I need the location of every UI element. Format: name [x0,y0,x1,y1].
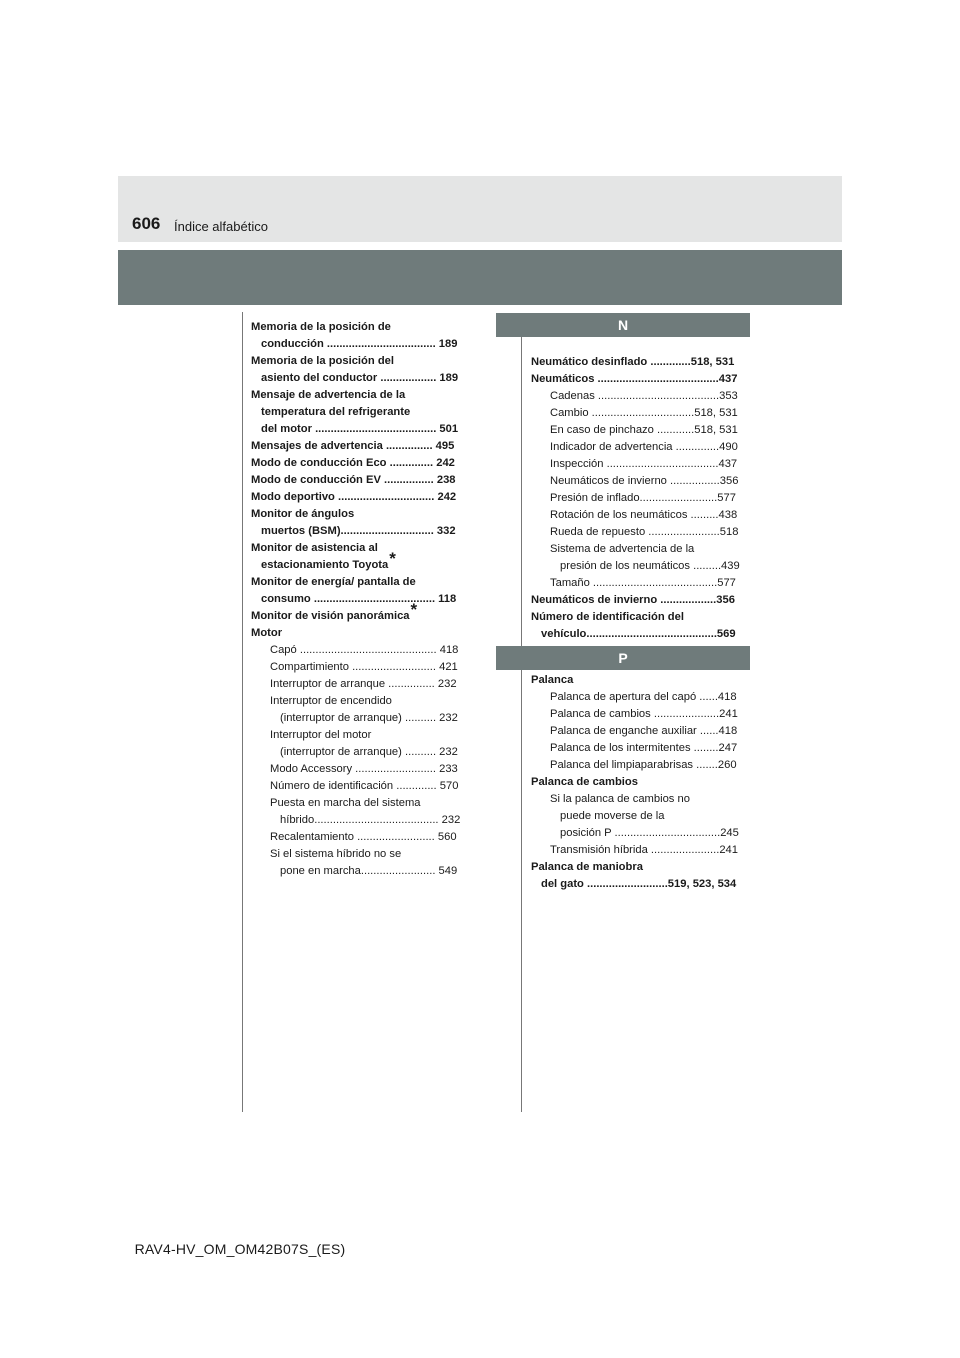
index-entry [531,490,751,507]
index-entry-text: vehículo..........................................569 [541,628,736,640]
index-entry-text: del motor ....................................... 501 [261,423,459,435]
index-entry [251,540,473,557]
index-entry [251,812,473,829]
index-entry-text: posición P ..................................245 [560,827,739,839]
index-entry-text: Palanca de cambios [531,776,638,788]
index-entry-text: Rueda de repuesto .......................518 [550,526,739,538]
index-entry [531,791,751,808]
index-entry-text: Mensaje de advertencia de la [251,389,406,401]
index-entry-text: Indicador de advertencia ..............490 [550,441,738,453]
index-entry-text: estacionamiento Toyota [261,559,389,571]
index-entry-text: Modo de conducción EV ................ 238 [251,474,456,486]
index-entry [531,825,751,842]
index-entry [251,319,473,336]
index-entry-text: Monitor de ángulos [251,508,355,520]
left-index-column [251,319,473,880]
index-entry-text: Puesta en marcha del sistema [270,797,421,809]
index-entry-text: Compartimiento ........................... 421 [270,661,458,673]
index-entry [531,842,751,859]
index-entry [251,795,473,812]
index-entry [251,693,473,710]
index-entry-text: presión de los neumáticos .........439 [560,560,740,572]
index-entry [251,591,473,608]
index-entry-text: Memoria de la posición de [251,321,391,333]
index-entry-text: Palanca de maniobra [531,861,643,873]
index-entry [531,456,751,473]
index-entry-text: Neumáticos de invierno ................356 [550,475,739,487]
index-entry [531,876,751,893]
index-entry [251,829,473,846]
section-n-entries [531,354,751,643]
index-entry [251,455,473,472]
index-entry-text: del gato ..........................519, 523, 534 [541,878,737,890]
index-entry [251,472,473,489]
index-entry [251,600,473,625]
index-entry [531,609,751,626]
index-entry-text: Motor [251,627,283,639]
index-entry [531,507,751,524]
index-entry-text: muertos (BSM).............................. 332 [261,525,456,537]
index-entry-text: Número de identificación del [531,611,684,623]
middle-column-rule [521,336,522,1112]
index-entry [531,757,751,774]
index-entry [531,723,751,740]
index-entry-text: En caso de pinchazo ............518, 531 [550,424,738,436]
index-entry-text: Monitor de energía/ pantalla de [251,576,416,588]
index-entry [251,761,473,778]
index-entry-text: Transmisión híbrida ......................241 [550,844,738,856]
index-entry [531,354,751,371]
index-entry-text: Modo Accessory .......................... 233 [270,763,458,775]
section-title: Índice alfabético [174,219,268,234]
index-entry-text: Sistema de advertencia de la [550,543,695,555]
index-entry [531,371,751,388]
index-entry [251,353,473,370]
index-entry-text: conducción ................................... 189 [261,338,458,350]
index-entry-text: Palanca [531,674,574,686]
index-entry-text: Modo deportivo ............................... 242 [251,491,457,503]
index-entry-text: Interruptor de encendido [270,695,392,707]
index-entry [531,626,751,643]
index-entry [531,473,751,490]
index-entry [251,863,473,880]
index-entry-text: puede moverse de la [560,810,665,822]
index-entry [251,659,473,676]
index-entry-text: Modo de conducción Eco .............. 242 [251,457,455,469]
index-entry-text: Si el sistema híbrido no se [270,848,402,860]
page-number: 606 [132,214,161,233]
footnote-asterisk: * [410,600,418,619]
index-entry [531,422,751,439]
left-column-rule [242,312,243,1112]
index-entry-text: Palanca de apertura del capó ......418 [550,691,737,703]
index-entry-text: (interruptor de arranque) .......... 232 [280,712,458,724]
index-entry [531,859,751,876]
index-entry-text: Palanca de los intermitentes ........247 [550,742,738,754]
index-entry-text: Mensajes de advertencia ............... 495 [251,440,455,452]
index-entry-text: Capó ............................................ 418 [270,644,459,656]
index-entry [531,541,751,558]
index-entry [531,672,751,689]
index-entry-text: Cadenas .......................................353 [550,390,738,402]
index-entry [251,549,473,574]
index-entry-text: (interruptor de arranque) .......... 232 [280,746,458,758]
index-entry [251,523,473,540]
index-entry [251,744,473,761]
index-entry-text: Presión de inflado.........................577 [550,492,736,504]
index-entry [531,706,751,723]
index-entry-text: Neumáticos de invierno ..................356 [531,594,735,606]
index-entry [531,558,751,575]
index-entry-text: temperatura del refrigerante [261,406,411,418]
index-entry [531,405,751,422]
index-entry-text: Neumático desinflado .............518, 531 [531,356,735,368]
index-entry-text: Tamaño ........................................577 [550,577,736,589]
footnote-asterisk: * [389,549,396,568]
index-entry-text: Si la palanca de cambios no [550,793,690,805]
section-letter-n: N [496,313,750,337]
index-entry-text: Número de identificación ............. 570 [270,780,459,792]
index-entry-text: Monitor de asistencia al [251,542,378,554]
index-entry-text: Interruptor de arranque ............... 232 [270,678,457,690]
index-entry [251,846,473,863]
header-dark-band [118,250,842,305]
index-entry [251,421,473,438]
index-entry [251,336,473,353]
index-entry [531,388,751,405]
index-entry [531,689,751,706]
index-entry [531,524,751,541]
index-entry-text: Palanca de cambios .....................241 [550,708,738,720]
index-entry [531,740,751,757]
index-entry [251,404,473,421]
index-entry-text: Neumáticos .......................................437 [531,373,738,385]
index-entry [251,676,473,693]
index-entry [251,387,473,404]
index-entry [531,592,751,609]
index-entry [531,808,751,825]
index-entry-text: Monitor de visión panorámica [251,610,410,622]
index-entry [531,774,751,791]
index-entry [251,710,473,727]
index-entry [251,727,473,744]
index-entry [251,506,473,523]
index-entry-text: Memoria de la posición del [251,355,394,367]
index-entry [251,778,473,795]
index-entry-text: Recalentamiento ......................... 560 [270,831,457,843]
index-entry [251,574,473,591]
index-entry [531,575,751,592]
index-entry-text: Cambio .................................518, 531 [550,407,738,419]
index-entry-text: asiento del conductor .................. 189 [261,372,459,384]
index-entry-text: Palanca del limpiaparabrisas .......260 [550,759,737,771]
index-entry-text: Interruptor del motor [270,729,372,741]
document-footer: RAV4-HV_OM_OM42B07S_(ES) [134,1241,346,1257]
index-entry [251,370,473,387]
index-entry-text: Inspección ....................................437 [550,458,738,470]
index-entry-text: pone en marcha........................ 549 [280,865,458,877]
index-entry-text: Palanca de enganche auxiliar ......418 [550,725,738,737]
index-entry-text: Rotación de los neumáticos .........438 [550,509,738,521]
section-p-entries [531,672,751,893]
index-entry [531,439,751,456]
index-entry [251,625,473,642]
index-entry [251,642,473,659]
index-entry-text: híbrido........................................ 232 [280,814,461,826]
section-letter-p: P [496,646,750,670]
index-entry [251,489,473,506]
index-entry [251,438,473,455]
index-entry-text: consumo ....................................... 118 [261,593,457,605]
